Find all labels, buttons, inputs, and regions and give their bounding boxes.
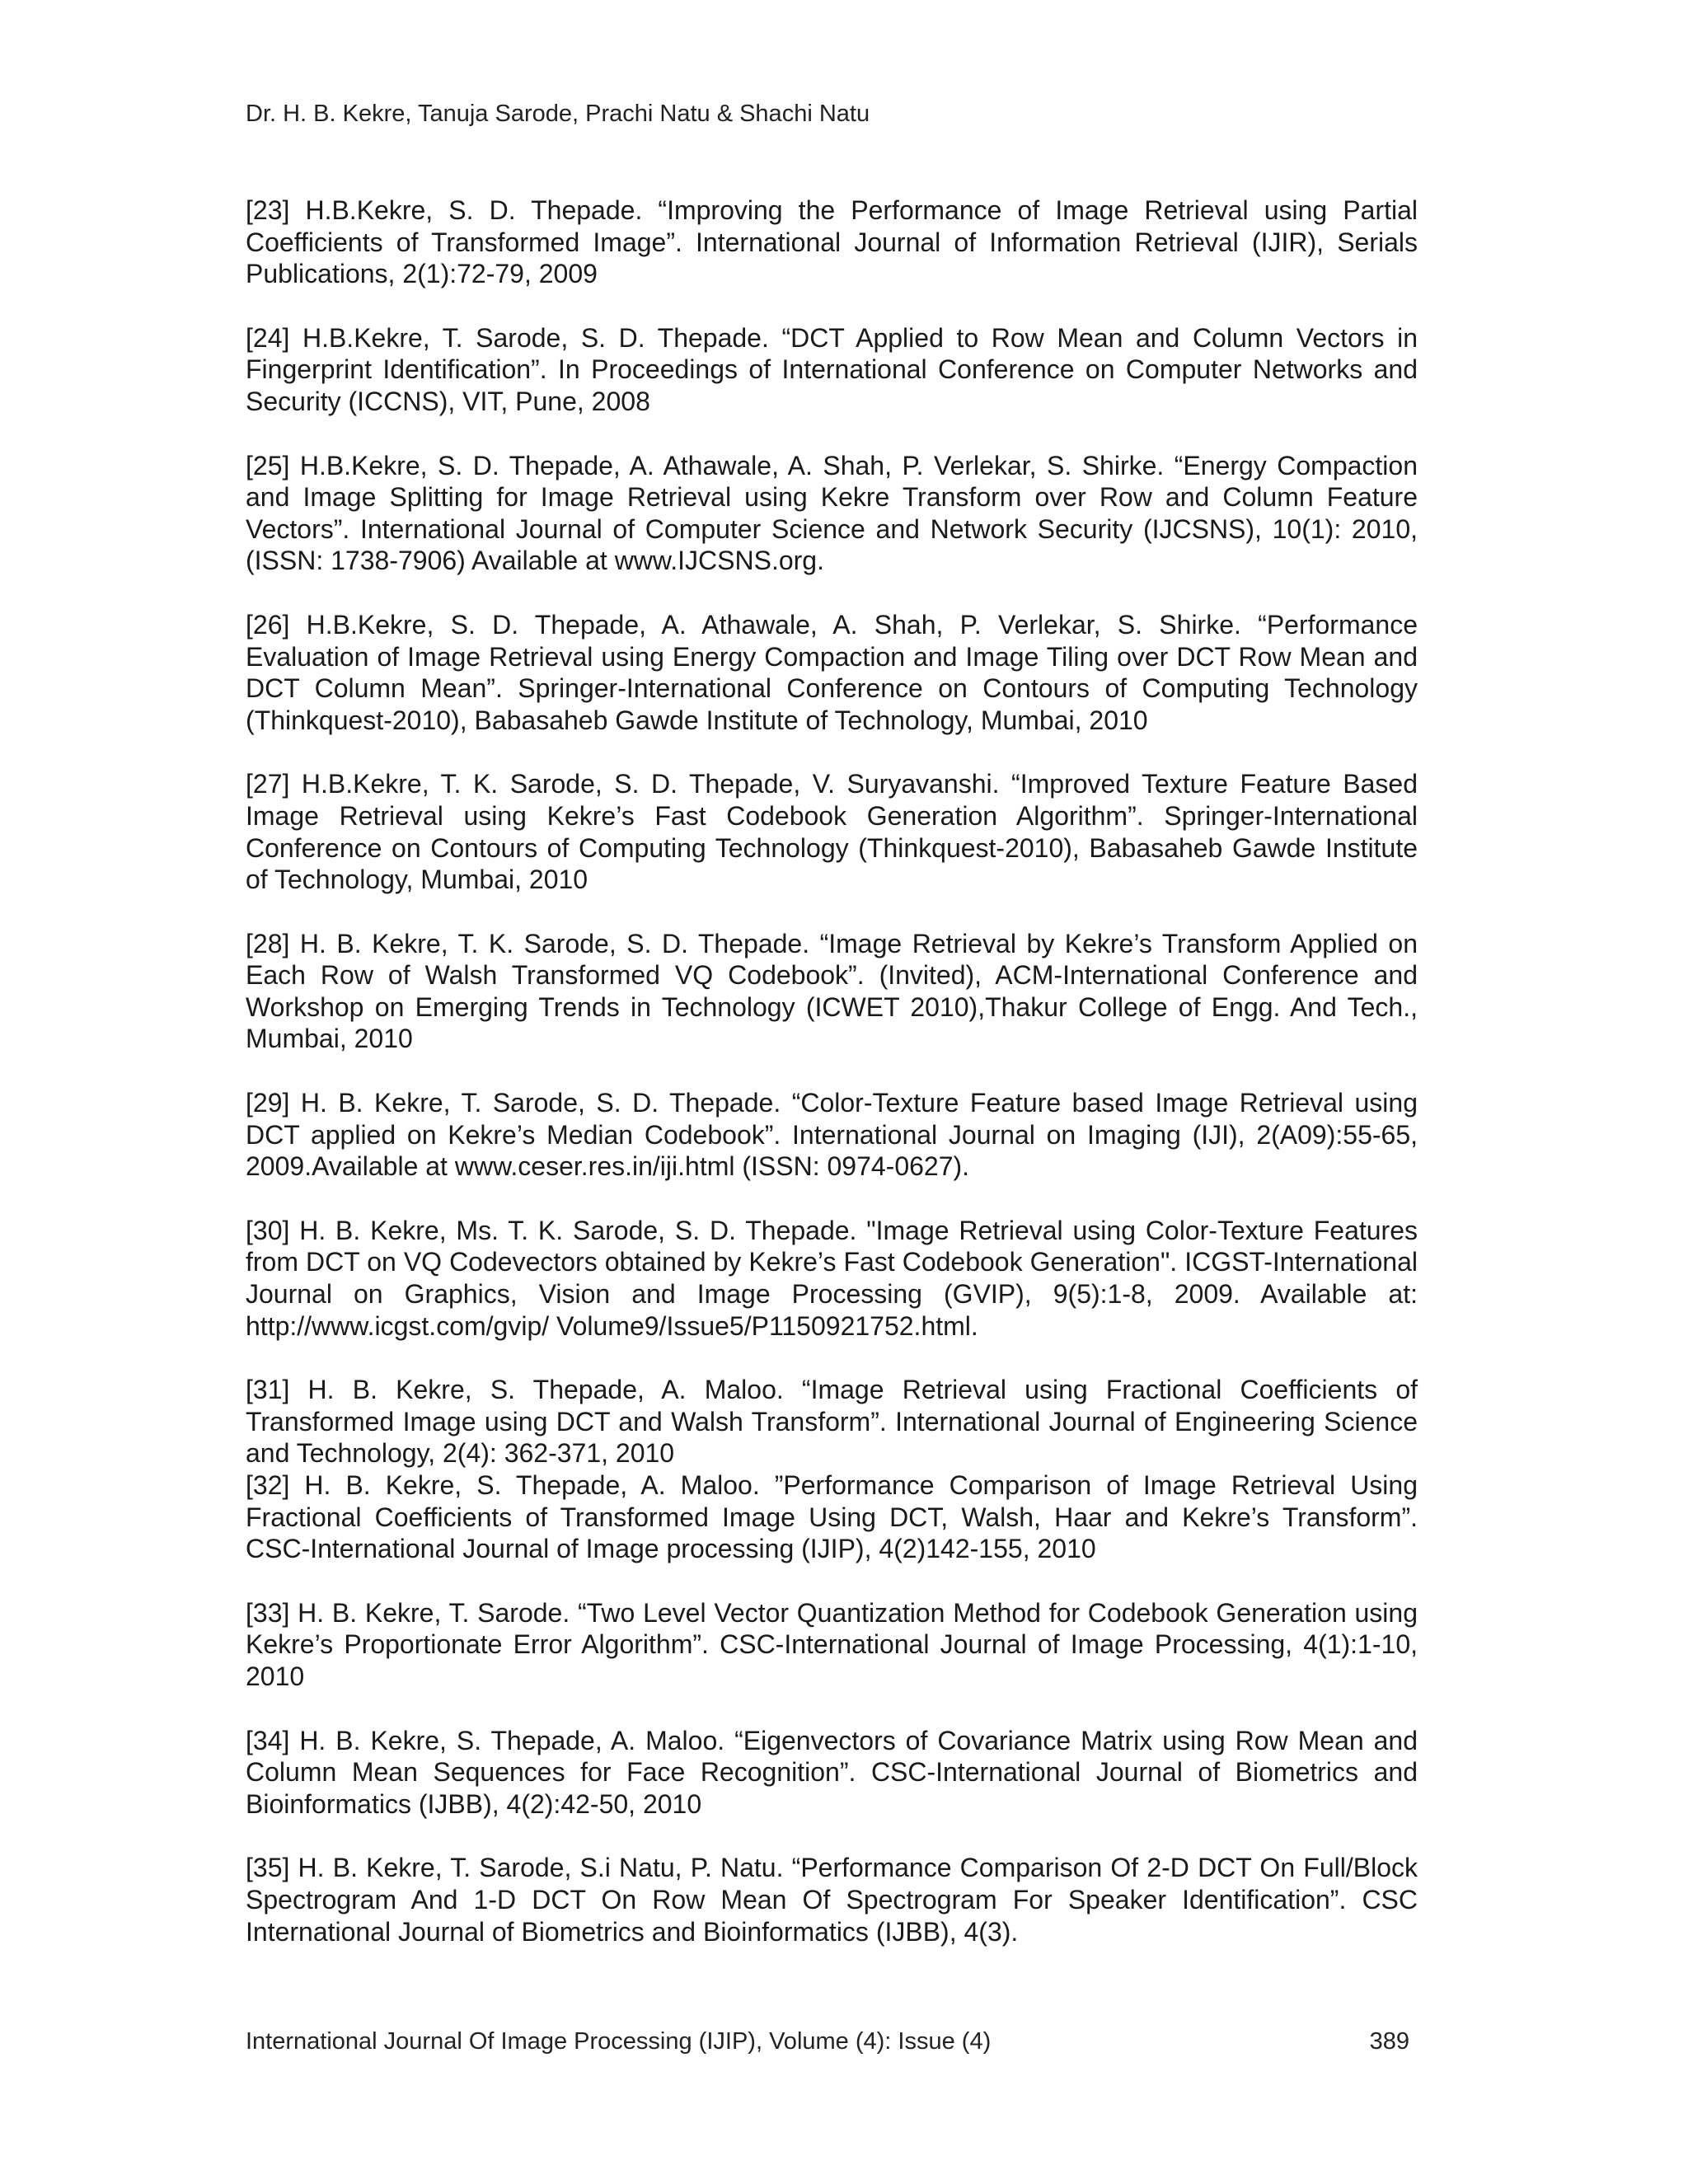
reference-25: [25] H.B.Kekre, S. D. Thepade, A. Athawale, A. Shah, P. Verlekar, S. Shirke. “Energy Compaction and Image Splitting for Image Retrieval using Kekre Transform over Row and Column Feature Vectors”. International Journal of Computer Science and Network Security (IJCSNS), 10(1): 2010, (ISSN: 1738-7906) Available at www.IJCSNS.org. (246, 450, 1418, 576)
running-footer (246, 2025, 1418, 2058)
reference-28: [28] H. B. Kekre, T. K. Sarode, S. D. Thepade. “Image Retrieval by Kekre’s Transform Applied on Each Row of Walsh Transformed VQ Codebook”. (Invited), ACM-International Conference and Workshop on Emerging Trends in Technology (ICWET 2010),Thakur College of Engg. And Tech., Mumbai, 2010 (246, 928, 1418, 1054)
footer-journal-title: International Journal Of Image Processing (IJIP), Volume (4): Issue (4) (246, 2028, 992, 2055)
reference-list (246, 194, 1418, 1980)
reference-31: [31] H. B. Kekre, S. Thepade, A. Maloo. “Image Retrieval using Fractional Coefficients of Transformed Image using DCT and Walsh Transform”. International Journal of Engineering Science and Technology, 2(4): 362-371, 2010 (246, 1375, 1418, 1469)
page-number: 389 (1369, 2028, 1409, 2055)
reference-27: [27] H.B.Kekre, T. K. Sarode, S. D. Thepade, V. Suryavanshi. “Improved Texture Feature Based Image Retrieval using Kekre’s Fast Codebook Generation Algorithm”. Springer-International Conference on Contours of Computing Technology (Thinkquest-2010), Babasaheb Gawde Institute of Technology, Mumbai, 2010 (246, 769, 1418, 895)
reference-33: [33] H. B. Kekre, T. Sarode. “Two Level Vector Quantization Method for Codebook Generation using Kekre’s Proportionate Error Algorithm”. CSC-International Journal of Image Processing, 4(1):1-10, 2010 (246, 1597, 1418, 1691)
reference-26: [26] H.B.Kekre, S. D. Thepade, A. Athawale, A. Shah, P. Verlekar, S. Shirke. “Performance Evaluation of Image Retrieval using Energy Compaction and Image Tiling over DCT Row Mean and DCT Column Mean”. Springer-International Conference on Contours of Computing Technology (Thinkquest-2010), Babasaheb Gawde Institute of Technology, Mumbai, 2010 (246, 609, 1418, 735)
reference-29: [29] H. B. Kekre, T. Sarode, S. D. Thepade. “Color-Texture Feature based Image Retrieval using DCT applied on Kekre’s Median Codebook”. International Journal on Imaging (IJI), 2(A09):55-65, 2009.Available at www.ceser.res.in/iji.html (ISSN: 0974-0627). (246, 1088, 1418, 1182)
reference-32: [32] H. B. Kekre, S. Thepade, A. Maloo. ”Performance Comparison of Image Retrieval Using Fractional Coefficients of Transformed Image Using DCT, Walsh, Haar and Kekre’s Transform”. CSC-International Journal of Image processing (IJIP), 4(2)142-155, 2010 (246, 1470, 1418, 1564)
reference-23: [23] H.B.Kekre, S. D. Thepade. “Improving the Performance of Image Retrieval using Partial Coefficients of Transformed Image”. International Journal of Information Retrieval (IJIR), Serials Publications, 2(1):72-79, 2009 (246, 195, 1418, 289)
reference-34: [34] H. B. Kekre, S. Thepade, A. Maloo. “Eigenvectors of Covariance Matrix using Row Mean and Column Mean Sequences for Face Recognition”. CSC-International Journal of Biometrics and Bioinformatics (IJBB), 4(2):42-50, 2010 (246, 1725, 1418, 1819)
running-header: Dr. H. B. Kekre, Tanuja Sarode, Prachi Natu & Shachi Natu (246, 101, 870, 127)
reference-35: [35] H. B. Kekre, T. Sarode, S.i Natu, P. Natu. “Performance Comparison Of 2-D DCT On Full/Block Spectrogram And 1-D DCT On Row Mean Of Spectrogram For Speaker Identification”. CSC International Journal of Biometrics and Bioinformatics (IJBB), 4(3). (246, 1853, 1418, 1947)
reference-30: [30] H. B. Kekre, Ms. T. K. Sarode, S. D. Thepade. "Image Retrieval using Color-Texture Features from DCT on VQ Codevectors obtained by Kekre’s Fast Codebook Generation". ICGST-International Journal on Graphics, Vision and Image Processing (GVIP), 9(5):1-8, 2009. Available at: http://www.icgst.com/gvip/ Volume9/Issue5/P1150921752.html. (246, 1215, 1418, 1341)
reference-24: [24] H.B.Kekre, T. Sarode, S. D. Thepade. “DCT Applied to Row Mean and Column Vectors in Fingerprint Identification”. In Proceedings of International Conference on Computer Networks and Security (ICCNS), VIT, Pune, 2008 (246, 322, 1418, 416)
